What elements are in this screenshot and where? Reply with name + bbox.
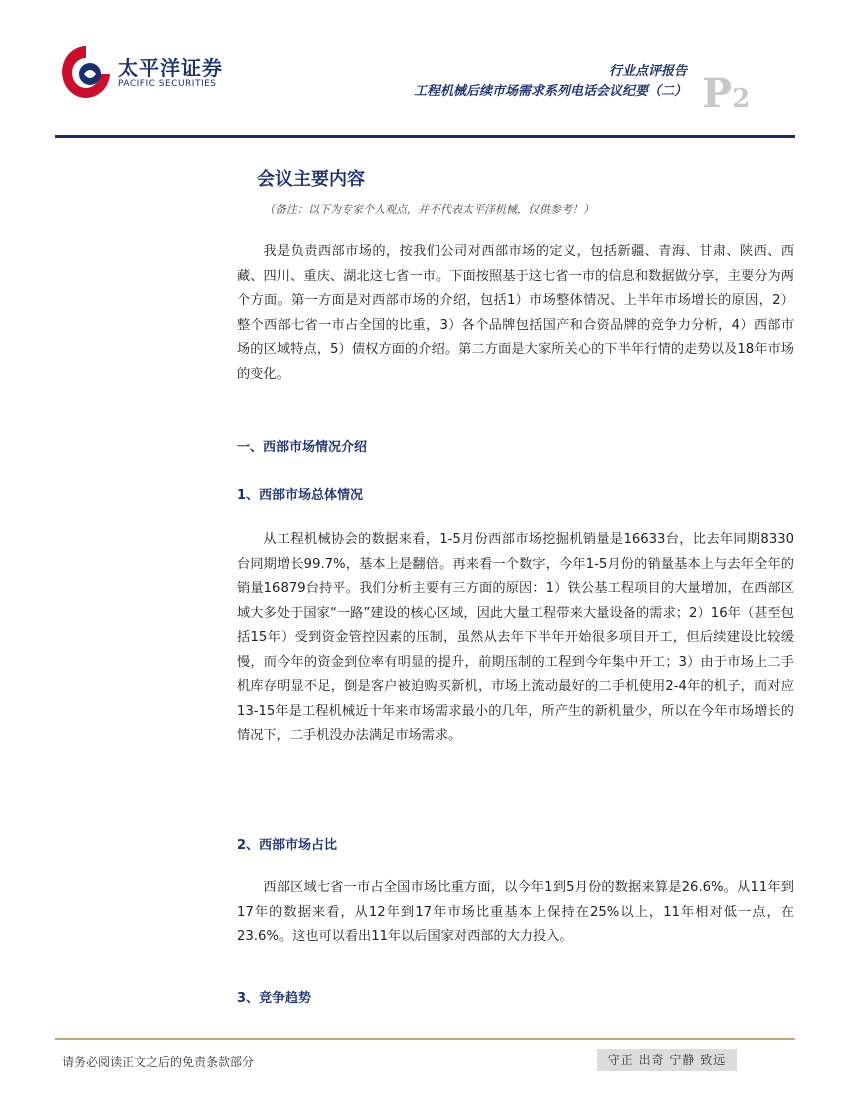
footer-disclaimer: 请务必阅读正文之后的免责条款部分 bbox=[62, 1055, 255, 1069]
brand-name-cn: 太平洋证券 bbox=[118, 56, 223, 80]
report-title: 工程机械后续市场需求系列电话会议纪要（二） bbox=[413, 84, 687, 99]
header-divider bbox=[55, 135, 795, 138]
footer-divider bbox=[55, 1038, 795, 1040]
disclaimer-note: （备注：以下为专家个人观点，并不代表太平洋机械，仅供参考！） bbox=[264, 203, 594, 216]
heading-market-share: 2、西部市场占比 bbox=[237, 838, 338, 853]
intro-block bbox=[237, 240, 794, 387]
section-title: 会议主要内容 bbox=[257, 169, 365, 190]
page-number bbox=[702, 70, 750, 117]
report-type: 行业点评报告 bbox=[608, 64, 687, 79]
overall-situation-paragraph: 从工程机械协会的数据来看，1-5月份西部市场挖掘机销量是16633台，比去年同期8330台同期增长99.7%，基本上是翻倍。再来看一个数字，今年1-5月份的销量基本上与去年全年的销量16879台持平。我们分析主要有三方面的原因：1）铁公基工程项目的大量增加，在西部区域大多处于国家“一路”建设的核心区域，因此大量工程带来大量设备的需求；2）16年（甚至包括15年）受到资金管控因素的压制，虽然从去年下半年开始很多项目开工，但后续建设比较缓慢，而今年的资金到位率有明显的提升，前期压制的工程到今年集中开工；3）由于市场上二手机库存明显不足，倒是客户被迫购买新机，市场上流动最好的二手机使用2-4年的机子，而对应13-15年是工程机械近十年来市场需求最小的几年，所产生的新机量少，所以在今年市场增长的情况下，二手机没办法满足市场需求。 bbox=[237, 532, 794, 743]
footer-motto: 守正 出奇 宁静 致远 bbox=[597, 1049, 737, 1071]
overall-situation-block bbox=[237, 528, 794, 749]
pacific-securities-logo-icon bbox=[60, 44, 112, 100]
market-share-block bbox=[237, 876, 794, 950]
heading-overall-situation: 1、西部市场总体情况 bbox=[237, 488, 364, 503]
heading-competition-trend: 3、竞争趋势 bbox=[237, 991, 312, 1006]
page-prefix: P bbox=[702, 70, 733, 117]
intro-paragraph: 我是负责西部市场的，按我们公司对西部市场的定义，包括新疆、青海、甘肃、陕西、西藏、四川、重庆、湖北这七省一市。下面按照基于这七省一市的信息和数据做分享，主要分为两个方面。第一方面是对西部市场的介绍，包括1）市场整体情况、上半年市场增长的原因，2）整个西部七省一市占全国的比重，3）各个品牌包括国产和合资品牌的竞争力分析，4）西部市场的区域特点，5）债权方面的介绍。第二方面是大家所关心的下半年行情的走势以及18年市场的变化。 bbox=[237, 244, 794, 382]
brand-name-en: PACIFIC SECURITIES bbox=[118, 79, 217, 89]
heading-western-market: 一、西部市场情况介绍 bbox=[237, 440, 368, 455]
company-logo bbox=[60, 44, 270, 104]
market-share-paragraph: 西部区域七省一市占全国市场比重方面，以今年1到5月份的数据来算是26.6%。从11年到17年的数据来看，从12年到17年市场比重基本上保持在25%以上，11年相对低一点，在23.6%。这也可以看出11年以后国家对西部的大力投入。 bbox=[237, 880, 794, 944]
page-number-value: 2 bbox=[732, 84, 751, 114]
